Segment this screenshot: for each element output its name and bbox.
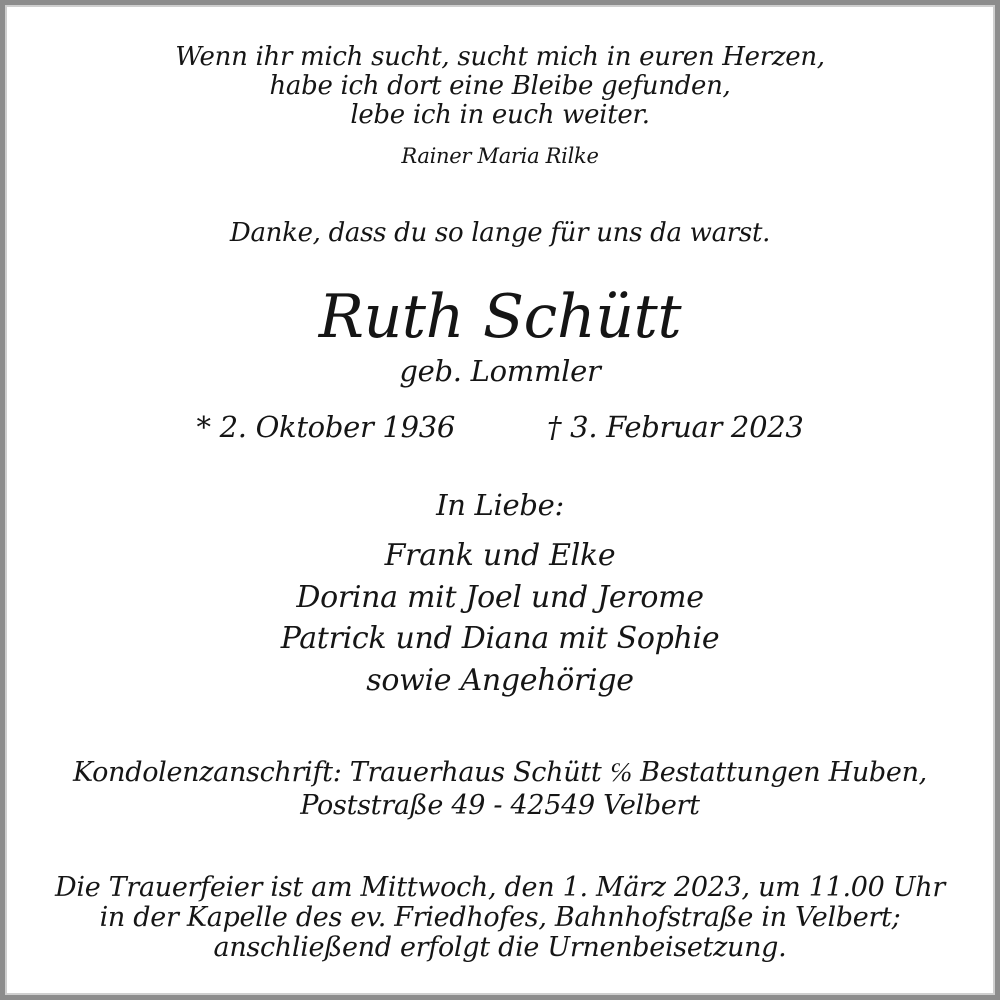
mourner-line: Frank und Elke: [384, 538, 616, 574]
condolence-address: [5, 757, 995, 823]
thanks-line: Danke, dass du so lange für uns da warst.: [229, 218, 771, 249]
mourner-line: Patrick und Diana mit Sophie: [280, 621, 720, 657]
funeral-info: [5, 873, 995, 964]
condolence-line: Poststraße 49 - 42549 Velbert: [300, 789, 700, 821]
birth-date: [196, 410, 455, 444]
death-symbol: †: [547, 410, 562, 445]
quote-line: habe ich dort eine Bleibe gefunden,: [269, 71, 731, 102]
life-dates: [5, 410, 995, 444]
mourners-names: [5, 535, 995, 701]
maiden-name: geb. Lommler: [399, 354, 601, 389]
death-date: [547, 410, 804, 444]
funeral-line: Die Trauerfeier ist am Mittwoch, den 1. März 2023, um 11.00 Uhr: [55, 871, 945, 903]
mourners-intro: In Liebe:: [436, 488, 564, 523]
quote-line: lebe ich in euch weiter.: [350, 100, 650, 131]
birth-symbol: *: [196, 410, 211, 445]
quote-line: Wenn ihr mich sucht, sucht mich in euren Herzen,: [175, 42, 825, 72]
funeral-line: anschließend erfolgt die Urnenbeisetzung.: [213, 932, 787, 964]
deceased-name: Ruth Schütt: [318, 282, 682, 353]
mourner-line: Dorina mit Joel und Jerome: [296, 579, 704, 615]
death-date-text: 3. Februar 2023: [570, 410, 804, 445]
birth-date-text: 2. Oktober 1936: [219, 410, 456, 445]
obituary-content: [5, 5, 995, 963]
condolence-line: Kondolenzanschrift: Trauerhaus Schütt ℅ Bestattungen Huben,: [73, 756, 927, 788]
memorial-quote: [5, 43, 995, 130]
mourner-line: sowie Angehörige: [366, 662, 634, 698]
quote-author: Rainer Maria Rilke: [401, 144, 599, 169]
funeral-line: in der Kapelle des ev. Friedhofes, Bahnhofstraße in Velbert;: [99, 902, 901, 933]
